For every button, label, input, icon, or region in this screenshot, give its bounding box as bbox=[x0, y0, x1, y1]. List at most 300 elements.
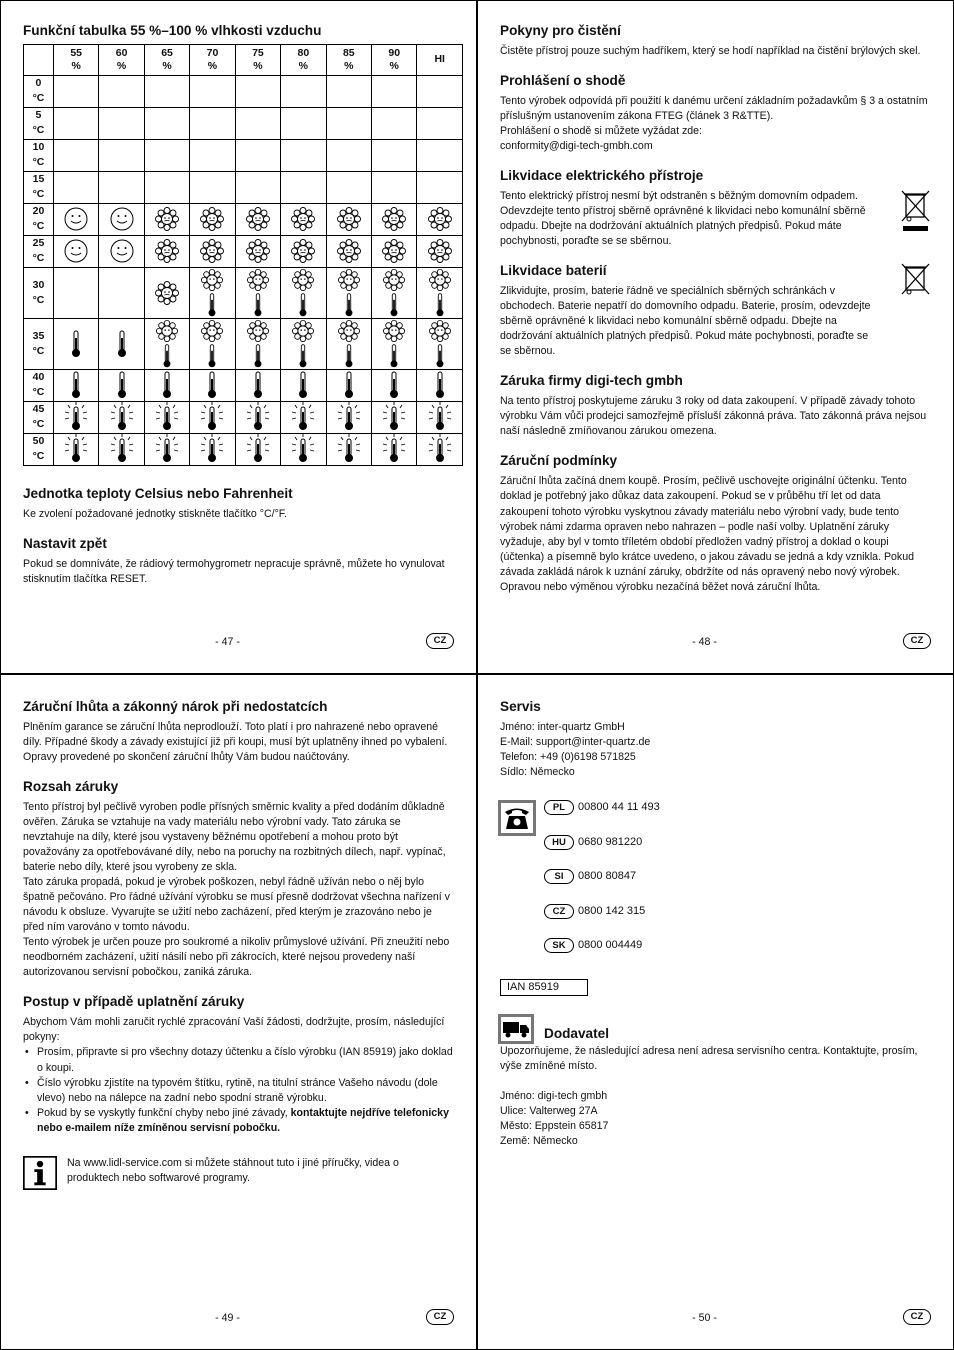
disposal-title: Likvidace elektrického přístroje bbox=[500, 168, 704, 184]
thermometer-icon bbox=[69, 329, 83, 359]
table-cell bbox=[281, 433, 326, 465]
table-cell bbox=[99, 267, 144, 318]
thermometer-icon bbox=[251, 370, 265, 400]
conditions-text: Záruční lhůta začíná dnem koupě. Prosím, pečlivě uschovejte originální účtenku. Tento doklad je potřebný jako důkaz data zakoupení. Pokud se v průběhu tří let od data zakoupení tohoto výrobku vyskytnou závady materiálu nebo výrobní vady, bude tento výrobek námi zdarma opraven nebo nahrazen – podle naší volby. Uplatnění záruky vyžaduje, aby byl v tomto tříletém období předložen vadný přístroj a doklad o koupi (účtenka) a písemně bylo krátce uvedeno, o jakou závadu se jedná a kdy vznikla. Pokud závada zakládá nárok k uznání záruky, obdržíte od nás opravený nebo nový výrobek. Opravou nebo výměnou výrobku nezačíná běžet nová záruční lhůta. bbox=[500, 475, 914, 593]
humidity-value: 65 bbox=[161, 46, 173, 59]
smiley-icon bbox=[63, 238, 89, 264]
table-cell bbox=[144, 75, 189, 107]
mould-flower-icon bbox=[427, 206, 453, 232]
page-footer bbox=[1, 633, 454, 651]
smiley-icon bbox=[109, 206, 135, 232]
table-cell bbox=[281, 318, 326, 369]
humidity-unit: % bbox=[116, 59, 127, 72]
table-cell bbox=[326, 75, 371, 107]
table-cell bbox=[190, 235, 235, 267]
smiley-icon bbox=[109, 238, 135, 264]
mould-flower-icon bbox=[154, 280, 180, 306]
thermometer-icon bbox=[342, 370, 356, 400]
list-item: • Číslo výrobku zjistíte na typovém štítku, rytině, na titulní stránce Vašeho návodu (dole vlevo) nebo na nálepce na zadní nebo spodní straně výrobku. bbox=[23, 1076, 454, 1106]
humidity-header bbox=[235, 44, 280, 75]
thermometer-icon bbox=[205, 370, 219, 400]
table-cell bbox=[99, 107, 144, 139]
info-text: Na www.lidl-service.com si můžete stáhnout tuto i jiné příručky, videa o produktech nebo softwarové programy. bbox=[67, 1156, 399, 1184]
table-cell bbox=[53, 107, 98, 139]
table-cell bbox=[326, 318, 371, 369]
table-cell bbox=[144, 203, 189, 235]
country-badge: HU bbox=[544, 835, 574, 850]
humidity-value: 75 bbox=[252, 46, 264, 59]
table-cell bbox=[281, 107, 326, 139]
warranty-title: Záruka firmy digi-tech gmbh bbox=[500, 373, 683, 389]
temperature-unit: °C bbox=[32, 92, 45, 105]
table-cell bbox=[190, 203, 235, 235]
table-cell bbox=[99, 75, 144, 107]
mould-flower-icon bbox=[381, 238, 407, 264]
humidity-unit: % bbox=[389, 59, 399, 72]
temperature-unit: °C bbox=[32, 188, 45, 201]
thermometer-icon bbox=[205, 292, 219, 318]
list-item: • Prosím, připravte si pro všechny dotazy účtenku a číslo výrobku (IAN 85919) jako doklad o koupi. bbox=[23, 1045, 454, 1075]
table-cell bbox=[326, 369, 371, 401]
table-cell bbox=[235, 267, 280, 318]
language-badge: CZ bbox=[903, 1309, 931, 1325]
table-cell bbox=[190, 139, 235, 171]
bullet-bold-text: kontaktujte nejdříve telefonicky nebo e-mailem níže zmíněnou servisní pobočku. bbox=[37, 1106, 449, 1134]
temperature-value: 25 bbox=[32, 237, 45, 250]
table-cell bbox=[372, 203, 417, 235]
table-cell bbox=[372, 235, 417, 267]
thermometer-icon bbox=[387, 370, 401, 400]
language-badge: CZ bbox=[426, 1309, 454, 1325]
temperature-unit: °C bbox=[32, 418, 45, 431]
table-cell bbox=[281, 75, 326, 107]
temperature-label bbox=[24, 139, 54, 171]
page-footer bbox=[478, 1309, 931, 1327]
country-badge: SI bbox=[544, 869, 574, 884]
hot-thermometer-icon bbox=[108, 402, 136, 432]
table-cell bbox=[190, 318, 235, 369]
mould-flower-icon bbox=[199, 268, 225, 292]
table-cell bbox=[99, 171, 144, 203]
table-cell bbox=[417, 139, 463, 171]
humidity-header bbox=[326, 44, 371, 75]
mould-flower-icon bbox=[290, 206, 316, 232]
thermometer-icon bbox=[387, 292, 401, 318]
service-line: Telefon: +49 (0)6198 571825 bbox=[500, 751, 636, 764]
table-cell bbox=[417, 107, 463, 139]
table-cell bbox=[326, 139, 371, 171]
temperature-label bbox=[24, 401, 54, 433]
supplier-line: Jméno: digi-tech gmbh bbox=[500, 1090, 608, 1103]
corner-cell bbox=[24, 44, 54, 75]
mould-flower-icon bbox=[154, 206, 180, 232]
page-number: - 49 - bbox=[215, 1312, 240, 1324]
thermometer-icon bbox=[296, 370, 310, 400]
mould-flower-icon bbox=[336, 319, 362, 343]
thermometer-icon bbox=[387, 343, 401, 369]
table-cell bbox=[326, 235, 371, 267]
info-note bbox=[23, 1156, 454, 1192]
table-cell bbox=[326, 433, 371, 465]
mould-flower-icon bbox=[381, 268, 407, 292]
hot-thermometer-icon bbox=[108, 434, 136, 464]
mould-flower-icon bbox=[336, 268, 362, 292]
table-cell bbox=[417, 171, 463, 203]
hot-thermometer-icon bbox=[380, 402, 408, 432]
temperature-value: 20 bbox=[32, 205, 45, 218]
table-cell bbox=[326, 171, 371, 203]
hot-thermometer-icon bbox=[426, 402, 454, 432]
mould-flower-icon bbox=[290, 238, 316, 264]
hotline-row bbox=[544, 835, 931, 870]
table-cell bbox=[372, 267, 417, 318]
conformity-title: Prohlášení o shodě bbox=[500, 73, 626, 89]
page-number: - 48 - bbox=[692, 636, 717, 648]
table-cell bbox=[144, 139, 189, 171]
unit-title: Jednotka teploty Celsius nebo Fahrenheit bbox=[23, 485, 293, 501]
humidity-header bbox=[281, 44, 326, 75]
table-row bbox=[24, 318, 463, 369]
thermometer-icon bbox=[342, 292, 356, 318]
humidity-value: 60 bbox=[115, 46, 128, 59]
table-cell bbox=[372, 433, 417, 465]
temperature-unit: °C bbox=[32, 344, 45, 357]
supplier-header bbox=[500, 1014, 931, 1044]
disposal-text: Tento elektrický přístroj nesmí být odstraněn s běžným domovním odpadem. Odevzdejte tento přístroj sběrně oprávněné k likvidaci nebo komunální sběrně odpadu. Dbejte na dodržování aktuálních platných předpisů. Pokud máte pochybnosti, poraďte se se sběrnou. bbox=[500, 190, 866, 248]
table-cell bbox=[235, 171, 280, 203]
conformity-request-text: Prohlášení o shodě si můžete vyžádat zde: bbox=[500, 125, 702, 138]
country-badge: SK bbox=[544, 938, 574, 953]
table-row bbox=[24, 433, 463, 465]
table-cell bbox=[417, 369, 463, 401]
service-line: Sídlo: Německo bbox=[500, 766, 575, 779]
humidity-value: 85 bbox=[342, 46, 355, 59]
reset-text: Pokud se domníváte, že rádiový termohygrometr nepracuje správně, můžete ho vynulovat stisknutím tlačítka RESET. bbox=[23, 557, 445, 586]
supplier-line: Země: Německo bbox=[500, 1135, 578, 1148]
table-cell bbox=[281, 203, 326, 235]
hot-thermometer-icon bbox=[426, 434, 454, 464]
mould-flower-icon bbox=[199, 319, 225, 343]
temperature-label bbox=[24, 235, 54, 267]
conformity-text: Tento výrobek odpovídá při použití k danému určení základním požadavkům § 3 a ostatním příslušným ustanovením zákona FTEG (článek 3 R&TTE). bbox=[500, 95, 928, 123]
table-cell bbox=[144, 318, 189, 369]
cleaning-title: Pokyny pro čistění bbox=[500, 23, 621, 38]
thermometer-icon bbox=[433, 292, 447, 318]
table-cell bbox=[99, 203, 144, 235]
table-cell bbox=[144, 401, 189, 433]
hot-thermometer-icon bbox=[335, 402, 363, 432]
unit-text: Ke zvolení požadované jednotky stiskněte tlačítko °C/°F. bbox=[23, 507, 288, 520]
mould-flower-icon bbox=[336, 238, 362, 264]
humidity-value: 80 bbox=[297, 46, 310, 59]
table-cell bbox=[235, 369, 280, 401]
page-48 bbox=[477, 0, 954, 674]
table-cell bbox=[372, 139, 417, 171]
thermometer-icon bbox=[160, 370, 174, 400]
page-number: - 50 - bbox=[692, 1312, 717, 1324]
hot-thermometer-icon bbox=[380, 434, 408, 464]
table-cell bbox=[99, 318, 144, 369]
hot-thermometer-icon bbox=[198, 434, 226, 464]
temperature-label bbox=[24, 203, 54, 235]
table-cell bbox=[326, 401, 371, 433]
period-text: Plněním garance se záruční lhůta neprodlouží. Toto platí i pro nahrazené nebo opravené díly. Případné škody a závady existující již při koupi, musí být uplatněny ihned po vybalení. Opravy provedené po skončení záruční lhůty Vám budou naúčtovány. bbox=[23, 720, 448, 764]
table-header-row bbox=[24, 44, 463, 75]
table-cell bbox=[53, 369, 98, 401]
table-cell bbox=[235, 401, 280, 433]
hotline-row bbox=[544, 869, 931, 904]
hot-thermometer-icon bbox=[289, 402, 317, 432]
supplier-title: Dodavatel bbox=[544, 1026, 609, 1042]
mould-flower-icon bbox=[199, 206, 225, 232]
country-badge: PL bbox=[544, 800, 574, 815]
table-row bbox=[24, 267, 463, 318]
phone-number: 0680 981220 bbox=[578, 835, 643, 848]
table-row bbox=[24, 203, 463, 235]
table-title: Funkční tabulka 55 %–100 % vlhkosti vzduchu bbox=[23, 23, 322, 38]
table-cell bbox=[53, 75, 98, 107]
reset-title: Nastavit zpět bbox=[23, 536, 107, 551]
conformity-email: conformity@digi-tech-gmbh.com bbox=[500, 140, 653, 153]
humidity-value: 70 bbox=[206, 46, 219, 59]
thermometer-icon bbox=[160, 343, 174, 369]
hot-thermometer-icon bbox=[62, 434, 90, 464]
battery-bin-icon bbox=[901, 262, 931, 298]
hot-thermometer-icon bbox=[198, 402, 226, 432]
table-cell bbox=[326, 203, 371, 235]
mould-flower-icon bbox=[427, 319, 453, 343]
table-cell bbox=[190, 107, 235, 139]
table-cell bbox=[372, 318, 417, 369]
humidity-unit: % bbox=[253, 59, 263, 72]
thermometer-icon bbox=[69, 370, 83, 400]
hot-thermometer-icon bbox=[335, 434, 363, 464]
table-cell bbox=[326, 267, 371, 318]
temperature-unit: °C bbox=[32, 252, 45, 265]
thermometer-icon bbox=[433, 343, 447, 369]
table-cell bbox=[144, 235, 189, 267]
humidity-unit: % bbox=[298, 59, 309, 72]
table-row bbox=[24, 369, 463, 401]
mould-flower-icon bbox=[199, 238, 225, 264]
scope-text-3: Tento výrobek je určen pouze pro soukromé a nikoliv průmyslové užívání. Při zneužití nebo neodborném zacházení, užití násilí nebo při zákrocích, které nejsou provedeny naší autorizovanou servisní pobočkou, zaniká záruka. bbox=[23, 936, 450, 979]
hot-thermometer-icon bbox=[244, 402, 272, 432]
conditions-title: Záruční podmínky bbox=[500, 453, 618, 469]
table-cell bbox=[190, 369, 235, 401]
table-cell bbox=[99, 235, 144, 267]
ian-box: IAN 85919 bbox=[500, 979, 588, 997]
table-cell bbox=[99, 401, 144, 433]
phone-number: 0800 80847 bbox=[578, 870, 637, 883]
supplier-line: Město: Eppstein 65817 bbox=[500, 1120, 609, 1133]
table-cell bbox=[190, 75, 235, 107]
table-cell bbox=[235, 433, 280, 465]
table-cell bbox=[53, 171, 98, 203]
table-row bbox=[24, 107, 463, 139]
temperature-label bbox=[24, 369, 54, 401]
temperature-value: 15 bbox=[32, 173, 45, 186]
table-cell bbox=[53, 139, 98, 171]
table-cell bbox=[190, 401, 235, 433]
table-cell bbox=[190, 267, 235, 318]
temperature-label bbox=[24, 171, 54, 203]
table-cell bbox=[372, 401, 417, 433]
mould-flower-icon bbox=[245, 268, 271, 292]
table-cell bbox=[417, 75, 463, 107]
humidity-function-table bbox=[23, 44, 463, 466]
mould-flower-icon bbox=[245, 238, 271, 264]
humidity-header bbox=[99, 44, 144, 75]
service-title: Servis bbox=[500, 699, 541, 714]
table-cell bbox=[190, 171, 235, 203]
thermometer-icon bbox=[296, 343, 310, 369]
mould-flower-icon bbox=[245, 319, 271, 343]
hotline-row bbox=[544, 904, 931, 939]
scope-text-2: Tato záruka propadá, pokud je výrobek poškozen, nebyl řádně užíván nebo o něj bylo špatně pečováno. Pro řádné užívání výrobku se musí přesně dodržovat všechna nařízení v návodu k obsluze. Vyvarujte se užití nebo zacházení, před kterým je zrazováno nebo je před ním varováno v tomto návodu. bbox=[23, 876, 450, 934]
mould-flower-icon bbox=[245, 206, 271, 232]
page-49 bbox=[0, 674, 477, 1350]
table-cell bbox=[417, 267, 463, 318]
humidity-value: HI bbox=[434, 53, 445, 66]
table-cell bbox=[235, 139, 280, 171]
table-row bbox=[24, 171, 463, 203]
temperature-unit: °C bbox=[32, 124, 45, 137]
thermometer-icon bbox=[251, 292, 265, 318]
table-cell bbox=[53, 203, 98, 235]
humidity-unit: % bbox=[207, 59, 218, 72]
hot-thermometer-icon bbox=[289, 434, 317, 464]
hotline-row bbox=[544, 800, 931, 835]
hot-thermometer-icon bbox=[153, 434, 181, 464]
humidity-header bbox=[53, 44, 98, 75]
phone-number: 0800 004449 bbox=[578, 939, 643, 952]
humidity-header bbox=[417, 44, 463, 75]
thermometer-icon bbox=[115, 370, 129, 400]
table-cell bbox=[417, 235, 463, 267]
hot-thermometer-icon bbox=[244, 434, 272, 464]
table-cell bbox=[53, 433, 98, 465]
table-cell bbox=[281, 369, 326, 401]
list-item bbox=[23, 1106, 454, 1136]
table-cell bbox=[144, 171, 189, 203]
mould-flower-icon bbox=[381, 319, 407, 343]
table-row bbox=[24, 401, 463, 433]
procedure-title: Postup v případě uplatnění záruky bbox=[23, 994, 245, 1010]
country-badge: CZ bbox=[544, 904, 574, 919]
service-line: Jméno: inter-quartz GmbH bbox=[500, 720, 625, 733]
mould-flower-icon bbox=[381, 206, 407, 232]
humidity-value: 55 bbox=[70, 46, 82, 59]
mould-flower-icon bbox=[427, 268, 453, 292]
temperature-unit: °C bbox=[32, 450, 45, 463]
table-cell bbox=[326, 107, 371, 139]
service-line: E-Mail: support@inter-quartz.de bbox=[500, 736, 651, 749]
truck-icon bbox=[498, 1014, 534, 1044]
page-50 bbox=[477, 674, 954, 1350]
temperature-value: 5 bbox=[35, 109, 42, 122]
phone-number: 00800 44 11 493 bbox=[578, 801, 660, 814]
table-cell bbox=[372, 75, 417, 107]
warranty-text: Na tento přístroj poskytujeme záruku 3 roky od data zakoupení. V případě závady tohoto výrobku Vám vůči prodejci samozřejmě přísluší zákonná práva. Tato zákonná práva nejsou naší následně zmíňovanou zárukou omezena. bbox=[500, 395, 927, 438]
battery-title: Likvidace baterií bbox=[500, 263, 607, 279]
temperature-label bbox=[24, 75, 54, 107]
temperature-value: 0 bbox=[35, 77, 42, 90]
language-badge: CZ bbox=[426, 633, 454, 649]
cleaning-text: Čistěte přístroj pouze suchým hadříkem, který se hodí například na čistění brýlových skel. bbox=[500, 44, 921, 57]
table-cell bbox=[281, 267, 326, 318]
page-47 bbox=[0, 0, 477, 674]
temperature-unit: °C bbox=[32, 156, 45, 169]
table-cell bbox=[190, 433, 235, 465]
humidity-unit: % bbox=[344, 59, 354, 72]
table-cell bbox=[281, 235, 326, 267]
table-cell bbox=[235, 318, 280, 369]
table-cell bbox=[53, 318, 98, 369]
mould-flower-icon bbox=[336, 206, 362, 232]
table-row bbox=[24, 75, 463, 107]
table-cell bbox=[53, 401, 98, 433]
page-footer bbox=[478, 633, 931, 651]
thermometer-icon bbox=[296, 292, 310, 318]
table-cell bbox=[144, 433, 189, 465]
thermometer-icon bbox=[205, 343, 219, 369]
temperature-value: 10 bbox=[32, 141, 45, 154]
table-row bbox=[24, 235, 463, 267]
humidity-header bbox=[190, 44, 235, 75]
period-title: Záruční lhůta a zákonný nárok při nedostatcích bbox=[23, 699, 328, 714]
thermometer-icon bbox=[342, 343, 356, 369]
temperature-value: 30 bbox=[32, 278, 45, 291]
bullet-text: Pokud by se vyskytly funkční chyby nebo jiné závady, bbox=[37, 1106, 291, 1119]
table-cell bbox=[235, 75, 280, 107]
table-cell bbox=[372, 369, 417, 401]
table-cell bbox=[417, 318, 463, 369]
table-cell bbox=[235, 203, 280, 235]
table-cell bbox=[99, 369, 144, 401]
mould-flower-icon bbox=[427, 238, 453, 264]
language-badge: CZ bbox=[903, 633, 931, 649]
supplier-text: Upozorňujeme, že následující adresa není adresa servisního centra. Kontaktujte, prosím, výše zmíněné místo. bbox=[500, 1045, 918, 1073]
table-cell bbox=[417, 401, 463, 433]
table-cell bbox=[53, 267, 98, 318]
table-cell bbox=[144, 107, 189, 139]
temperature-label bbox=[24, 318, 54, 369]
table-cell bbox=[281, 139, 326, 171]
table-cell bbox=[99, 139, 144, 171]
humidity-unit: % bbox=[71, 59, 81, 72]
temperature-label bbox=[24, 267, 54, 318]
thermometer-icon bbox=[251, 343, 265, 369]
smiley-icon bbox=[63, 206, 89, 232]
battery-text: Zlikvidujte, prosím, baterie řádně ve speciálních sběrných schránkách v obchodech. Baterie nepatří do domovního odpadu. Baterie, prosím, odevzdejte sběrně oprávněné k likvidaci nebo komunální sběrně odpadu. Dbejte na dodržování aktuálních platných předpisů. Pokud máte pochybnosti, poraďte se se sběrnou. bbox=[500, 285, 871, 358]
temperature-value: 45 bbox=[32, 403, 45, 416]
thermometer-icon bbox=[433, 370, 447, 400]
humidity-header bbox=[144, 44, 189, 75]
info-icon bbox=[23, 1156, 57, 1190]
scope-title: Rozsah záruky bbox=[23, 779, 119, 795]
table-cell bbox=[417, 203, 463, 235]
telephone-icon bbox=[498, 800, 536, 836]
table-cell bbox=[235, 235, 280, 267]
mould-flower-icon bbox=[154, 319, 180, 343]
phone-number: 0800 142 315 bbox=[578, 904, 646, 917]
scope-text-1: Tento přístroj byl pečlivě vyroben podle přísných směrnic kvality a před dodáním důkladně ověřen. Záruka se vztahuje na vady materiálu nebo výrobní vady. Tato záruka se nevztahuje na díly, které jsou vystaveny běžnému opotřebení a mohou proto být považovány za opotřebovávané díly, nebo na poruchy na rozbitných dílech, např. vypínač, baterie nebo díly, které jsou vyrobeny ze skla. bbox=[23, 801, 446, 874]
page-footer bbox=[1, 1309, 454, 1327]
table-cell bbox=[99, 433, 144, 465]
hot-thermometer-icon bbox=[153, 402, 181, 432]
table-cell bbox=[144, 369, 189, 401]
thermometer-icon bbox=[115, 329, 129, 359]
